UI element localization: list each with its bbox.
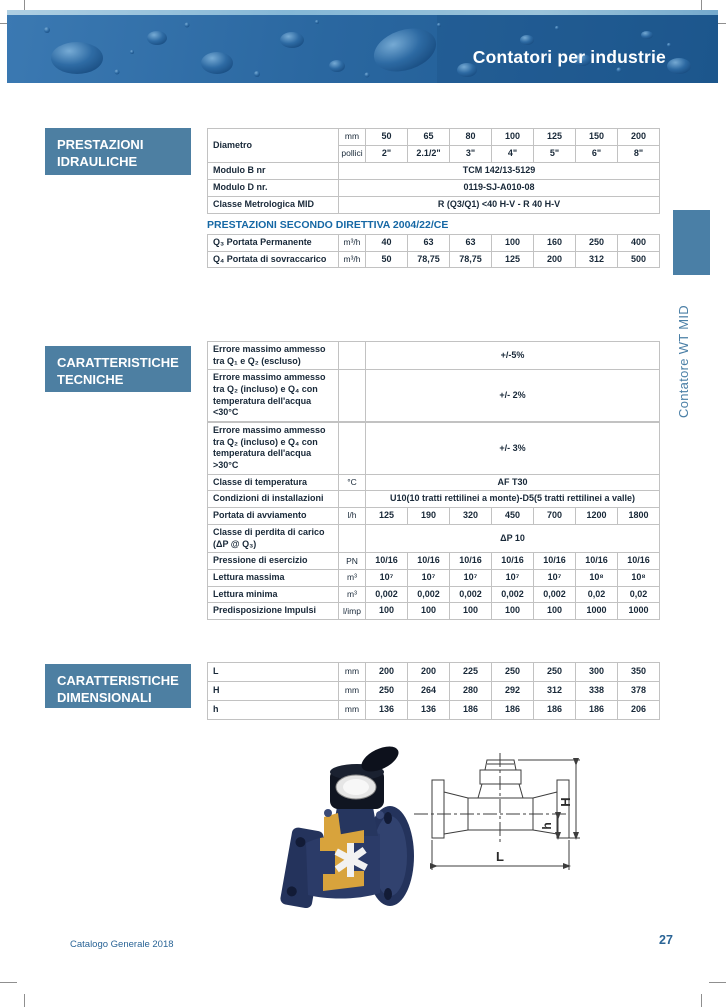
table-cell: 378 (618, 682, 660, 701)
crop-mark (709, 982, 726, 983)
table-cell: 312 (534, 682, 576, 701)
table-cell: 206 (618, 701, 660, 720)
table-cell: 50 (366, 129, 408, 146)
table-cell: +/- 3% (366, 423, 660, 475)
table-cell: 6" (576, 146, 618, 163)
table-row (208, 474, 660, 491)
table-cell: 10⁸ (576, 569, 618, 586)
table-row (208, 342, 660, 370)
dimension-label-L: L (496, 849, 504, 864)
table-cell: 280 (450, 682, 492, 701)
dimension-label-H: H (558, 797, 573, 807)
table-cell: 65 (408, 129, 450, 146)
table-cell: h (208, 701, 339, 720)
table-cell: 10⁷ (366, 569, 408, 586)
table-cell: 10⁸ (618, 569, 660, 586)
table-cell: Errore massimo ammesso tra Q₁ e Q₂ (escluso) (208, 342, 339, 370)
table-prestazioni-idrauliche (207, 128, 660, 214)
table-cell: 0,002 (534, 586, 576, 603)
table-cell: Lettura massima (208, 569, 339, 586)
table-cell: Classe di temperatura (208, 474, 339, 491)
table-cell: PN (339, 553, 366, 570)
table-cell: 10/16 (366, 553, 408, 570)
table-cell: R (Q3/Q1) <40 H-V - R 40 H-V (339, 197, 660, 214)
meter-dimension-drawing (408, 750, 593, 880)
table-cell: m³/h (339, 251, 366, 268)
table-row (208, 251, 660, 268)
table-cell: 100 (534, 603, 576, 620)
table-cell: mm (339, 682, 366, 701)
section-header-line: IDRAULICHE (57, 154, 138, 170)
table-row (208, 423, 660, 475)
table-row (208, 553, 660, 570)
table-cell: Lettura minima (208, 586, 339, 603)
table-cell: 0,002 (366, 586, 408, 603)
table-cell: Portata di avviamento (208, 508, 339, 525)
table-cell: U10(10 tratti rettilinei a monte)-D5(5 tratti rettilinei a valle) (366, 491, 660, 508)
table-row (208, 603, 660, 620)
table-cell: 320 (450, 508, 492, 525)
table-cell: 2" (366, 146, 408, 163)
table-row (208, 569, 660, 586)
table-cell: 190 (408, 508, 450, 525)
table-cell: 200 (534, 251, 576, 268)
table-cell: 160 (534, 235, 576, 252)
table-cell: TCM 142/13-5129 (339, 163, 660, 180)
table-caratteristiche-tecniche-2 (207, 422, 660, 620)
table-cell: 100 (408, 603, 450, 620)
table-cell: 250 (366, 682, 408, 701)
section-header-line: CARATTERISTICHE (57, 673, 179, 688)
side-tab-label: Contatore WT MID (676, 305, 691, 418)
table-cell: Q₃ Portata Permanente (208, 235, 339, 252)
table-cell: 10/16 (534, 553, 576, 570)
table-cell: 100 (492, 603, 534, 620)
table-cell: Pressione di esercizio (208, 553, 339, 570)
table-cell: 10/16 (450, 553, 492, 570)
footer-catalog-label: Catalogo Generale 2018 (70, 939, 174, 950)
table-cell: 0,02 (618, 586, 660, 603)
table-cell: 0,002 (450, 586, 492, 603)
table-cell: AF T30 (366, 474, 660, 491)
table-row (208, 586, 660, 603)
table-cell: 4" (492, 146, 534, 163)
banner-top-edge (7, 10, 718, 15)
table-row (208, 235, 660, 252)
table-cell: 0,02 (576, 586, 618, 603)
table-cell: 10/16 (408, 553, 450, 570)
section-header-prestazioni-idrauliche (45, 128, 191, 175)
table-cell: 186 (492, 701, 534, 720)
table-cell: 400 (618, 235, 660, 252)
crop-mark (701, 994, 702, 1007)
table-cell: 450 (492, 508, 534, 525)
table-cell: 5" (534, 146, 576, 163)
table-row (208, 491, 660, 508)
table-cell: 292 (492, 682, 534, 701)
table-cell: pollici (339, 146, 366, 163)
table-row (208, 701, 660, 720)
table-cell: 100 (366, 603, 408, 620)
table-cell: m³/h (339, 235, 366, 252)
table-cell: +/-5% (366, 342, 660, 370)
table-cell: 250 (492, 663, 534, 682)
table-cell: 338 (576, 682, 618, 701)
table-cell: L (208, 663, 339, 682)
table-cell (339, 342, 366, 370)
table-cell: 1200 (576, 508, 618, 525)
table-cell: mm (339, 701, 366, 720)
table-cell: 63 (450, 235, 492, 252)
table-cell: 125 (534, 129, 576, 146)
table-cell (339, 423, 366, 475)
page-title: Contatori per industrie (472, 47, 666, 67)
table-cell: 10⁷ (492, 569, 534, 586)
table-cell: 10/16 (492, 553, 534, 570)
table-cell: 100 (492, 129, 534, 146)
table-cell: mm (339, 129, 366, 146)
table-row (208, 163, 660, 180)
table-cell: Condizioni di installazioni (208, 491, 339, 508)
table-cell: Predisposizione Impulsi (208, 603, 339, 620)
table-cell: 10⁷ (534, 569, 576, 586)
table-cell: 50 (366, 251, 408, 268)
table-cell: Classe di perdita di carico (ΔP @ Q₃) (208, 524, 339, 552)
section-header-line: TECNICHE (57, 372, 124, 388)
section-header-line: PRESTAZIONI (57, 137, 144, 152)
table-cell: Modulo B nr (208, 163, 339, 180)
table-cell: 78,75 (450, 251, 492, 268)
table-cell: 40 (366, 235, 408, 252)
table-cell: 250 (534, 663, 576, 682)
table-row (208, 524, 660, 552)
table-cell: 186 (576, 701, 618, 720)
page-number: 27 (659, 933, 673, 947)
table-cell: 8" (618, 146, 660, 163)
table-cell (339, 491, 366, 508)
table-cell (339, 370, 366, 422)
table-cell: 225 (450, 663, 492, 682)
table-cell: Errore massimo ammesso tra Q₂ (incluso) e Q₄ con temperatura dell'acqua <30°C (208, 370, 339, 422)
table-cell: Modulo D nr. (208, 180, 339, 197)
table-cell: 136 (366, 701, 408, 720)
table-cell: 1000 (618, 603, 660, 620)
table-cell: 78,75 (408, 251, 450, 268)
table-direttiva-2004-22-ce (207, 234, 660, 268)
table-cell: 186 (534, 701, 576, 720)
table-cell: 10⁷ (408, 569, 450, 586)
table-cell: 350 (618, 663, 660, 682)
table-cell: 264 (408, 682, 450, 701)
table-cell: 2.1/2" (408, 146, 450, 163)
table-cell: 150 (576, 129, 618, 146)
table-row (208, 129, 660, 146)
table-cell: Errore massimo ammesso tra Q₂ (incluso) e Q₄ con temperatura dell'acqua >30°C (208, 423, 339, 475)
table-cell: 200 (366, 663, 408, 682)
table-row (208, 682, 660, 701)
meter-photo (268, 743, 418, 908)
table-row (208, 508, 660, 525)
table-cell: 200 (618, 129, 660, 146)
section-header-caratteristiche-dimensionali (45, 664, 191, 708)
table-row (208, 197, 660, 214)
table-cell: m³ (339, 586, 366, 603)
table-cell: 136 (408, 701, 450, 720)
table-cell: 0,002 (408, 586, 450, 603)
table-cell: l/h (339, 508, 366, 525)
table-cell: 186 (450, 701, 492, 720)
side-tab-marker (673, 210, 710, 275)
table-cell: l/imp (339, 603, 366, 620)
table-cell (339, 524, 366, 552)
table-caratteristiche-dimensionali (207, 662, 660, 720)
table-cell: 700 (534, 508, 576, 525)
table-caratteristiche-tecniche-1 (207, 341, 660, 422)
table-cell: 312 (576, 251, 618, 268)
table-row (208, 180, 660, 197)
table-cell: Classe Metrologica MID (208, 197, 339, 214)
directive-subtitle: PRESTAZIONI SECONDO DIRETTIVA 2004/22/CE (207, 219, 449, 231)
crop-mark (0, 982, 17, 983)
table-cell: 125 (492, 251, 534, 268)
table-cell: 63 (408, 235, 450, 252)
table-cell: 3" (450, 146, 492, 163)
table-cell: mm (339, 663, 366, 682)
section-header-caratteristiche-tecniche (45, 346, 191, 392)
crop-mark (24, 994, 25, 1007)
table-cell: 100 (450, 603, 492, 620)
table-cell: 300 (576, 663, 618, 682)
dimension-label-h: h (540, 822, 554, 830)
table-cell: 250 (576, 235, 618, 252)
table-cell: m³ (339, 569, 366, 586)
table-cell: 10/16 (576, 553, 618, 570)
table-cell: °C (339, 474, 366, 491)
table-cell: 10⁷ (450, 569, 492, 586)
table-cell: +/- 2% (366, 370, 660, 422)
header-banner (7, 10, 718, 83)
table-cell: 200 (408, 663, 450, 682)
table-row (208, 663, 660, 682)
table-cell: 1000 (576, 603, 618, 620)
table-cell: 0119-SJ-A010-08 (339, 180, 660, 197)
table-row (208, 370, 660, 422)
table-cell: 1800 (618, 508, 660, 525)
table-cell: ΔP 10 (366, 524, 660, 552)
table-cell: 0,002 (492, 586, 534, 603)
table-cell: Q₄ Portata di sovraccarico (208, 251, 339, 268)
section-header-line: DIMENSIONALI (57, 690, 152, 706)
table-cell: 100 (492, 235, 534, 252)
section-header-line: CARATTERISTICHE (57, 355, 179, 370)
table-cell: 125 (366, 508, 408, 525)
table-cell: H (208, 682, 339, 701)
table-cell: 500 (618, 251, 660, 268)
table-cell: Diametro (208, 129, 339, 163)
table-cell: 80 (450, 129, 492, 146)
table-cell: 10/16 (618, 553, 660, 570)
